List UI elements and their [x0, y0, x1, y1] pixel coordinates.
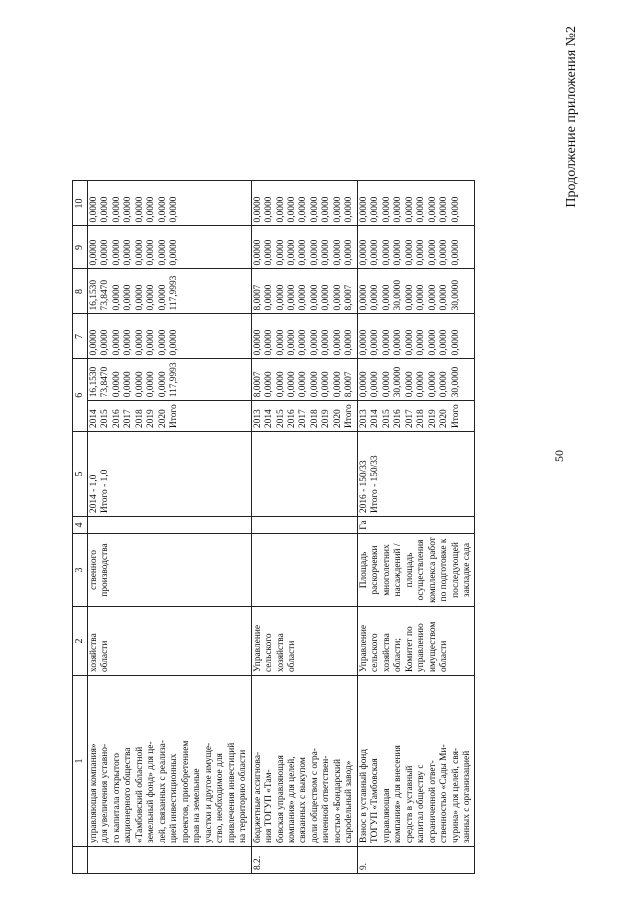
cell-line: Управление — [252, 624, 263, 672]
responsible-executor — [357, 607, 475, 676]
cell-line: 0,0000 — [358, 196, 369, 223]
cell-line: 30,0000 — [393, 279, 404, 311]
table-row — [88, 181, 252, 874]
cell-line: 0,0000 — [321, 196, 332, 223]
cell-line: 0,0000 — [370, 329, 381, 356]
cell-line: 2013 — [358, 409, 369, 428]
cell-line: 0,0000 — [89, 196, 99, 223]
year-column — [251, 401, 357, 432]
cell-line: 0,0000 — [309, 196, 320, 223]
table-row — [251, 181, 357, 874]
cell-line: 2016 — [111, 409, 122, 428]
cell-line: 2015 — [381, 409, 392, 428]
indicator-name — [251, 534, 357, 607]
total-funding — [357, 359, 475, 401]
cell-line: 0,0000 — [450, 196, 461, 223]
cell-line: 2015 — [275, 409, 286, 428]
federal-budget — [88, 314, 252, 359]
cell-line: 0,0000 — [381, 329, 392, 356]
indicator-name — [88, 534, 252, 607]
cell-line: связанных с выкупом — [298, 757, 309, 843]
cell-line: 8,0007 — [252, 371, 263, 398]
cell-line: 0,0000 — [332, 329, 343, 356]
cell-line: 0,0000 — [439, 371, 450, 398]
cell-line: 0,0000 — [134, 284, 145, 311]
cell-line: 0,0000 — [123, 329, 134, 356]
cell-line: 0,0000 — [298, 371, 309, 398]
cell-line: многолетних — [381, 544, 392, 596]
cell-line: 0,0000 — [89, 329, 99, 356]
cell-line: 0,0000 — [298, 239, 309, 266]
cell-line: 0,0000 — [332, 196, 343, 223]
total-funding — [251, 359, 357, 401]
cell-line: 0,0000 — [286, 284, 297, 311]
extrabudgetary — [251, 181, 357, 226]
cell-line: 0,0000 — [404, 196, 415, 223]
cell-line: 0,0000 — [358, 284, 369, 311]
cell-line: 0,0000 — [298, 196, 309, 223]
cell-line: 0,0000 — [332, 239, 343, 266]
cell-line: 16,1530 — [89, 279, 99, 311]
unit-of-measure — [251, 517, 357, 534]
cell-line: участки и другое имуще- — [203, 742, 214, 843]
cell-line: Итого — [344, 404, 355, 428]
row-number: 9. — [357, 847, 475, 874]
column-header: 4 — [73, 517, 88, 534]
regional-budget — [357, 269, 475, 314]
cell-line: 73,8470 — [100, 366, 111, 398]
cell-line: 2014 — [264, 409, 275, 428]
cell-line: «Тамбовский областной — [134, 746, 145, 843]
cell-line: Управление — [358, 624, 369, 672]
cell-line: Взнос в уставный фонд — [358, 748, 369, 843]
cell-line: 0,0000 — [332, 371, 343, 398]
indicator-value — [251, 432, 357, 517]
total-funding — [88, 359, 252, 401]
cell-line: 0,0000 — [321, 284, 332, 311]
cell-line: 0,0000 — [264, 196, 275, 223]
cell-line: ния ТОГУП «Там- — [264, 769, 275, 843]
cell-line: 0,0000 — [393, 196, 404, 223]
cell-line: 0,0000 — [404, 329, 415, 356]
unit-of-measure — [88, 517, 252, 534]
cell-line: 0,0000 — [111, 239, 122, 266]
cell-line: 2016 — [393, 409, 404, 428]
cell-line: 30,0000 — [393, 366, 404, 398]
column-header: 2 — [73, 607, 88, 676]
appendix-table — [72, 180, 475, 874]
year-column — [88, 401, 252, 432]
cell-line: 2019 — [321, 409, 332, 428]
indicator-value — [88, 432, 252, 517]
cell-line: хозяйства — [275, 633, 286, 672]
cell-line: 0,0000 — [111, 371, 122, 398]
cell-line: 73,8470 — [100, 279, 111, 311]
cell-line: цией инвестиционных — [169, 753, 180, 843]
cell-line: 0,0000 — [123, 196, 134, 223]
cell-line: 0,0000 — [286, 371, 297, 398]
cell-line: 0,0000 — [404, 284, 415, 311]
cell-line: 0,0000 — [298, 284, 309, 311]
cell-line: 16,1530 — [89, 366, 99, 398]
cell-line: капитал обществу с — [416, 764, 427, 843]
cell-line: 0,0000 — [370, 371, 381, 398]
responsible-executor — [88, 607, 252, 676]
cell-line: 0,0000 — [252, 239, 263, 266]
cell-line: управлению — [416, 623, 427, 672]
cell-line: 0,0000 — [100, 329, 111, 356]
column-header: 3 — [73, 534, 88, 607]
local-budget — [357, 226, 475, 269]
cell-line: 0,0000 — [169, 239, 180, 266]
cell-line: ниченной ответствен- — [321, 755, 332, 843]
year-column — [357, 401, 475, 432]
cell-line: Итого - 150/33 — [370, 455, 381, 513]
cell-line: 0,0000 — [344, 239, 355, 266]
cell-line: ТОГУП «Тамбовская — [370, 758, 381, 843]
cell-line: 0,0000 — [416, 371, 427, 398]
cell-line: комплекса работ — [427, 537, 438, 603]
cell-line: 2016 — [286, 409, 297, 428]
regional-budget — [251, 269, 357, 314]
cell-line: 0,0000 — [111, 284, 122, 311]
cell-line: 0,0000 — [427, 371, 438, 398]
cell-line: 2018 — [134, 409, 145, 428]
cell-line: 30,0000 — [450, 366, 461, 398]
cell-line: имуществом — [427, 621, 438, 672]
cell-line: 0,0000 — [416, 196, 427, 223]
table-body — [88, 181, 475, 874]
cell-line: привлечения инвестиций — [226, 742, 237, 843]
cell-line: 0,0000 — [427, 329, 438, 356]
cell-line: ностью «Бондарский — [332, 759, 343, 843]
cell-line: бовская управляющая — [275, 755, 286, 843]
cell-line: раскорчевки — [370, 545, 381, 595]
cell-line: 0,0000 — [264, 284, 275, 311]
cell-line: 0,0000 — [381, 284, 392, 311]
local-budget — [88, 226, 252, 269]
column-header-row — [73, 181, 88, 874]
extrabudgetary — [357, 181, 475, 226]
cell-line: 0,0000 — [169, 196, 180, 223]
cell-line: ственного — [89, 550, 99, 590]
cell-line: 0,0000 — [450, 239, 461, 266]
cell-line: бюджетные ассигнова- — [252, 751, 263, 843]
federal-budget — [357, 314, 475, 359]
cell-line: 117,9993 — [169, 275, 180, 311]
cell-line: 0,0000 — [427, 239, 438, 266]
cell-line: ственностью «Сады Ми- — [439, 744, 450, 843]
cell-line: для увеличения уставно- — [100, 743, 111, 843]
cell-line: 2017 — [298, 409, 309, 428]
cell-line: акционерного общества — [123, 747, 134, 843]
cell-line: 2018 — [416, 409, 427, 428]
cell-line: доли обществом с огра- — [309, 748, 320, 843]
cell-line: занных с организацией — [462, 750, 472, 843]
regional-budget — [88, 269, 252, 314]
cell-line: средств в уставный — [404, 765, 415, 843]
cell-line: 2017 — [123, 409, 134, 428]
indicator-name — [357, 534, 475, 607]
cell-line: 0,0000 — [275, 196, 286, 223]
header-spacer — [73, 847, 88, 874]
cell-line: проектов, приобретением — [180, 740, 191, 843]
cell-line: 0,0000 — [358, 239, 369, 266]
cell-line: Итого - 1,0 — [100, 469, 111, 513]
cell-line: 0,0000 — [344, 329, 355, 356]
cell-line: 2020 — [439, 409, 450, 428]
cell-line: 0,0000 — [157, 196, 168, 223]
cell-line: 0,0000 — [89, 239, 99, 266]
cell-line: 0,0000 — [252, 196, 263, 223]
cell-line: чуринa» для целей, свя- — [450, 747, 461, 843]
cell-line: 8,0007 — [252, 284, 263, 311]
cell-line: 0,0000 — [123, 239, 134, 266]
cell-line: 0,0000 — [321, 371, 332, 398]
cell-line: 8,0007 — [344, 371, 355, 398]
column-header: 10 — [73, 181, 88, 226]
measure-description — [357, 676, 475, 847]
cell-line: площадь — [404, 552, 415, 588]
cell-line: 0,0000 — [264, 329, 275, 356]
cell-line: 0,0000 — [134, 239, 145, 266]
cell-line: 0,0000 — [393, 239, 404, 266]
cell-line: 0,0000 — [252, 329, 263, 356]
indicator-value — [357, 432, 475, 517]
cell-line: 2017 — [404, 409, 415, 428]
measure-description — [251, 676, 357, 847]
cell-line: 0,0000 — [427, 284, 438, 311]
cell-line: ство, необходимое для — [215, 753, 226, 843]
cell-line: Итого — [450, 404, 461, 428]
cell-line: 0,0000 — [450, 329, 461, 356]
cell-line: 0,0000 — [275, 371, 286, 398]
cell-line: 0,0000 — [370, 284, 381, 311]
column-header: 9 — [73, 226, 88, 269]
cell-line: 2019 — [427, 409, 438, 428]
cell-line: управляющая компания» — [89, 743, 99, 843]
cell-line: 0,0000 — [321, 239, 332, 266]
cell-line: 0,0000 — [381, 196, 392, 223]
column-header: 5 — [73, 432, 88, 517]
cell-line: Итого — [169, 404, 180, 428]
column-header: 6 — [73, 359, 88, 432]
cell-line: 0,0000 — [286, 329, 297, 356]
cell-line: 0,0000 — [146, 371, 157, 398]
cell-line: на территорию области — [238, 749, 249, 843]
cell-line: 2014 - 1,0 — [89, 474, 99, 513]
extrabudgetary — [88, 181, 252, 226]
cell-line: 0,0000 — [298, 329, 309, 356]
cell-line: 0,0000 — [100, 196, 111, 223]
cell-line: области; — [393, 638, 404, 672]
cell-line: го капитала открытого — [111, 753, 122, 843]
cell-line: 0,0000 — [275, 284, 286, 311]
cell-line: 0,0000 — [309, 371, 320, 398]
cell-line: 8,0007 — [344, 284, 355, 311]
cell-line: 0,0000 — [146, 284, 157, 311]
cell-line: области — [286, 640, 297, 672]
cell-line: 2014 — [370, 409, 381, 428]
cell-line: управляющая — [381, 788, 392, 843]
cell-line: 0,0000 — [416, 329, 427, 356]
cell-line: осуществления — [416, 539, 427, 601]
cell-line: компания» для внесения — [393, 745, 404, 843]
cell-line: 0,0000 — [264, 239, 275, 266]
cell-line: 0,0000 — [416, 239, 427, 266]
cell-line: 0,0000 — [275, 239, 286, 266]
cell-line: 0,0000 — [157, 329, 168, 356]
cell-line: области — [100, 640, 111, 672]
cell-line: 0,0000 — [439, 329, 450, 356]
cell-line: ограниченной ответ- — [427, 760, 438, 843]
cell-line: по подготовке к — [439, 538, 450, 602]
cell-line: 2019 — [146, 409, 157, 428]
cell-line: 0,0000 — [321, 329, 332, 356]
cell-line: 0,0000 — [264, 371, 275, 398]
cell-line: 0,0000 — [146, 239, 157, 266]
cell-line: 0,0000 — [404, 239, 415, 266]
cell-line: Площадь — [358, 551, 369, 589]
cell-line: 0,0000 — [332, 284, 343, 311]
responsible-executor — [251, 607, 357, 676]
cell-line: 0,0000 — [100, 239, 111, 266]
cell-line: 0,0000 — [134, 329, 145, 356]
cell-line: 0,0000 — [344, 196, 355, 223]
column-header: 1 — [73, 676, 88, 847]
cell-line: 0,0000 — [157, 284, 168, 311]
cell-line: сырodельный завод» — [344, 760, 355, 843]
cell-line: 0,0000 — [439, 196, 450, 223]
cell-line: производства — [100, 543, 111, 597]
cell-line: 2020 — [157, 409, 168, 428]
cell-line: 0,0000 — [134, 371, 145, 398]
cell-line: 2013 — [252, 409, 263, 428]
local-budget — [251, 226, 357, 269]
cell-line: прав на земельные — [192, 768, 203, 843]
cell-line: 2020 — [332, 409, 343, 428]
cell-line: 0,0000 — [146, 329, 157, 356]
cell-line: Комитет по — [404, 626, 415, 672]
unit-of-measure: Га — [357, 517, 475, 534]
cell-line: насаждений / — [393, 543, 404, 597]
cell-line: 0,0000 — [309, 239, 320, 266]
cell-line: 0,0000 — [439, 284, 450, 311]
cell-line: области — [439, 640, 450, 672]
cell-line: 0,0000 — [393, 329, 404, 356]
cell-line: 0,0000 — [370, 239, 381, 266]
cell-line: 2014 — [89, 409, 99, 428]
cell-line: 0,0000 — [381, 371, 392, 398]
cell-line: хозяйства — [381, 633, 392, 672]
cell-line: 0,0000 — [123, 371, 134, 398]
cell-line: 0,0000 — [275, 329, 286, 356]
continuation-title: Продолжение приложения №2 — [564, 26, 579, 208]
cell-line: 0,0000 — [381, 239, 392, 266]
cell-line: 0,0000 — [439, 239, 450, 266]
column-header: 7 — [73, 314, 88, 359]
cell-line: 0,0000 — [404, 371, 415, 398]
row-number: 8.2. — [251, 847, 357, 874]
cell-line: 0,0000 — [286, 239, 297, 266]
cell-line: сельского — [264, 633, 275, 672]
cell-line: 2018 — [309, 409, 320, 428]
cell-line: 0,0000 — [134, 196, 145, 223]
cell-line: 117,9993 — [169, 362, 180, 398]
cell-line: компания» для целей, — [286, 756, 297, 843]
cell-line: 0,0000 — [309, 329, 320, 356]
cell-line: 2015 — [100, 409, 111, 428]
cell-line: 0,0000 — [358, 371, 369, 398]
cell-line: последующей — [450, 542, 461, 598]
cell-line: 0,0000 — [427, 196, 438, 223]
cell-line: 0,0000 — [169, 329, 180, 356]
column-header: 8 — [73, 269, 88, 314]
cell-line: 0,0000 — [157, 371, 168, 398]
cell-line: 0,0000 — [309, 284, 320, 311]
cell-line: 0,0000 — [157, 239, 168, 266]
cell-line: земельный фонд» для це- — [146, 741, 157, 843]
cell-line: 2016 - 150/33 — [358, 460, 369, 513]
cell-line: лей, связанных с реализа- — [157, 740, 168, 843]
cell-line: 0,0000 — [286, 196, 297, 223]
cell-line: закладке сада — [462, 542, 472, 598]
rotated-content — [64, 22, 579, 882]
cell-line: 30,0000 — [450, 279, 461, 311]
cell-line: 0,0000 — [111, 196, 122, 223]
cell-line: 0,0000 — [123, 284, 134, 311]
row-number — [88, 847, 252, 874]
cell-line: 0,0000 — [416, 284, 427, 311]
cell-line: хозяйства — [89, 633, 99, 672]
cell-line: 0,0000 — [370, 196, 381, 223]
cell-line: 0,0000 — [146, 196, 157, 223]
federal-budget — [251, 314, 357, 359]
page-number: 50 — [552, 450, 566, 462]
table-row — [357, 181, 475, 874]
cell-line: сельского — [370, 633, 381, 672]
measure-description — [88, 676, 252, 847]
cell-line: 0,0000 — [358, 329, 369, 356]
cell-line: 0,0000 — [111, 329, 122, 356]
